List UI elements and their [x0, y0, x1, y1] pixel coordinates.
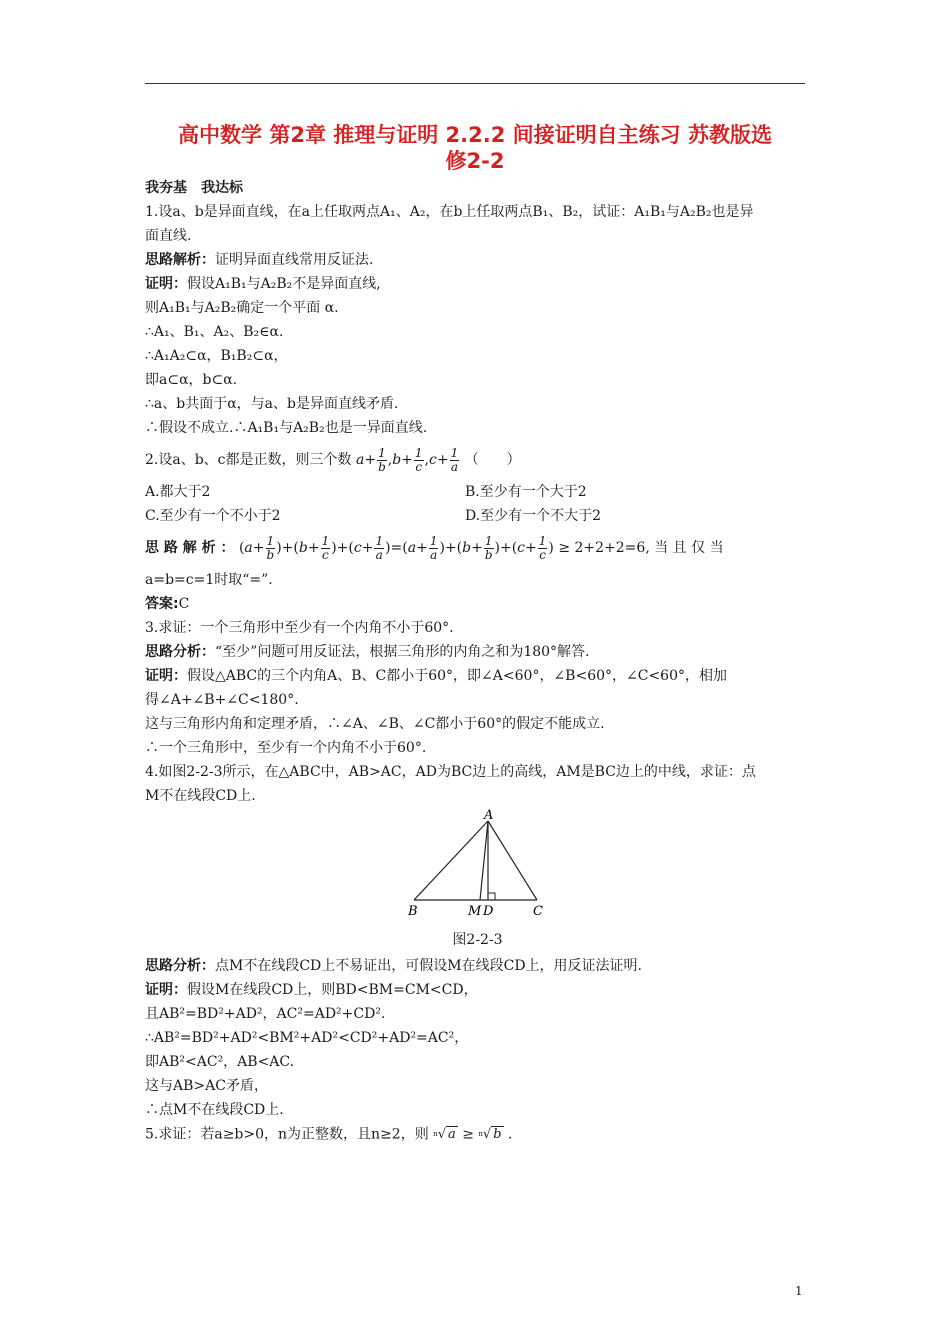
proof-text: 假设A₁B₁与A₂B₂不是异面直线,: [187, 276, 381, 292]
q4-proof-4: 即AB²<AC²，AB<AC.: [145, 1054, 295, 1070]
hint-label: 思 路 解 析 ：: [145, 540, 235, 556]
q4-stem-1: 4.如图2-2-3所示，在△ABC中，AB>AC，AD为BC边上的高线，AM是BC边上的中线，求证：点: [145, 764, 756, 780]
q1-proof-5: 即a⊂α，b⊂α.: [145, 372, 238, 388]
q5-geq: ≥: [462, 1126, 474, 1143]
q2-option-d: D.至少有一个不大于2: [465, 508, 602, 524]
q5-stem-text: 5.求证：若a≥b>0，n为正整数，且n≥2，则: [145, 1126, 429, 1143]
section-heading: 我夯基 我达标: [145, 180, 243, 196]
q2-option-c: C.至少有一个不小于2: [145, 508, 281, 524]
q1-proof-2: 则A₁B₁与A₂B₂确定一个平面 α.: [145, 300, 339, 316]
proof-text: 假设M在线段CD上，则BD<BM=CM<CD，: [187, 982, 478, 998]
hint-label: 思路分析：: [145, 644, 215, 660]
hint-text: “至少”问题可用反证法，根据三角形的内角之和为180°解答.: [215, 644, 590, 660]
hint-text: 点M不在线段CD上不易证出，可假设M在线段CD上，用反证法证明.: [215, 958, 642, 974]
triangle-diagram: [405, 808, 555, 928]
q1-proof-7: ∴假设不成立.∴A₁B₁与A₂B₂也是一异面直线.: [145, 420, 428, 436]
side-ac: [488, 821, 537, 900]
median-am: [480, 821, 488, 900]
right-angle-mark: [488, 893, 495, 900]
q4-proof-2: 且AB²=BD²+AD²，AC²=AD²+CD².: [145, 1006, 386, 1022]
q5-stem: [145, 1122, 810, 1146]
document-title: [145, 122, 805, 174]
q2-hint-line-2: a=b=c=1时取“=”.: [145, 572, 273, 588]
q3-stem: 3.求证：一个三角形中至少有一个内角不小于60°.: [145, 620, 454, 636]
q1-stem-a: 1.设a、b是异面直线，在a上任取两点A₁、A₂，在b上任取两点B₁、B₂，试证：A₁B₁与A₂B₂也是异: [145, 204, 754, 220]
q4-hint: [145, 954, 810, 978]
q4-proof-5: 这与AB>AC矛盾，: [145, 1078, 268, 1094]
side-ab: [414, 821, 488, 900]
q1-proof-3: ∴A₁、B₁、A₂、B₂∈α.: [145, 324, 284, 340]
header-rule: [145, 83, 805, 84]
q2-expression: a+ $\frac{1}{b}$ ,b+ $\frac{1}{c}$ ,c+ $\frac{1}{a}$: [355, 445, 459, 474]
triangle-figure: [145, 808, 810, 954]
answer-value: C: [178, 596, 190, 612]
q3-proof-4: ∴一个三角形中，至少有一个内角不小于60°.: [145, 740, 427, 756]
q2-hint-tail: ≥ 2+2+2=6, 当 且 仅 当: [558, 540, 724, 556]
label-m: M: [468, 904, 482, 919]
radical-a: n√ a: [433, 1127, 456, 1142]
hint-text: 证明异面直线常用反证法.: [215, 252, 374, 268]
q1-proof-4: ∴A₁A₂⊂α，B₁B₂⊂α，: [145, 348, 288, 364]
title-line-2: 修2-2: [445, 149, 505, 173]
q4-proof-1: [145, 978, 810, 1002]
label-d: D: [483, 904, 494, 919]
q4-proof-6: ∴点M不在线段CD上.: [145, 1102, 284, 1118]
proof-text: 假设△ABC的三个内角A、B、C都小于60°，即∠A<60°，∠B<60°，∠C<60°，相加: [187, 668, 727, 684]
q2-blank: （ ）: [464, 452, 521, 468]
q2-options-row-1: [145, 480, 810, 504]
label-b: B: [408, 904, 418, 919]
q2-stem-text: 2.设a、b、c都是正数，则三个数: [145, 452, 352, 468]
proof-label: 证明：: [145, 276, 187, 292]
hint-label: 思路分析：: [145, 958, 215, 974]
proof-label: 证明：: [145, 982, 187, 998]
q3-hint: [145, 640, 810, 664]
q3-proof-1: [145, 664, 810, 688]
proof-label: 证明：: [145, 668, 187, 684]
q2-option-b: B.至少有一个大于2: [465, 484, 587, 500]
document-body: [145, 176, 810, 1146]
hint-label: 思路解析：: [145, 252, 215, 268]
q3-proof-2: 得∠A+∠B+∠C<180°.: [145, 692, 299, 708]
title-line-1: 高中数学 第2章 推理与证明 2.2.2 间接证明自主练习 苏教版选: [178, 123, 772, 147]
figure-caption: 图2-2-3: [452, 932, 503, 948]
q1-proof-6: ∴a、b共面于α，与a、b是异面直线矛盾.: [145, 396, 399, 412]
q2-hint: [145, 528, 810, 568]
q2-answer: [145, 592, 810, 616]
q2-stem: [145, 440, 810, 480]
q1-hint: [145, 248, 810, 272]
q2-options-row-2: [145, 504, 810, 528]
label-a: A: [484, 808, 494, 823]
page-number: 1: [795, 1284, 803, 1298]
answer-label: 答案:: [145, 596, 179, 612]
q4-stem-2: M不在线段CD上.: [145, 788, 256, 804]
radical-b: n√ b: [478, 1127, 502, 1142]
q1-stem-b: 面直线.: [145, 228, 192, 244]
q1-proof-1: [145, 272, 810, 296]
q4-proof-3: ∴AB²=BD²+AD²<BM²+AD²<CD²+AD²=AC²，: [145, 1030, 469, 1046]
q5-end: .: [507, 1126, 513, 1143]
q3-proof-3: 这与三角形内角和定理矛盾，∴∠A、∠B、∠C都小于60°的假定不能成立.: [145, 716, 605, 732]
label-c: C: [533, 904, 543, 919]
q2-hint-formula: (a+ $\frac{1}{b}$ )+(b+ $\frac{1}{c}$ )+(c+ $\frac{1}{a}$ )=(a+ $\frac{1}{a}$ )+(b+ $\frac{1}{b}$ )+(c+ $\frac{1}{c}$ ): [238, 533, 554, 562]
q2-option-a: A.都大于2: [145, 484, 211, 500]
